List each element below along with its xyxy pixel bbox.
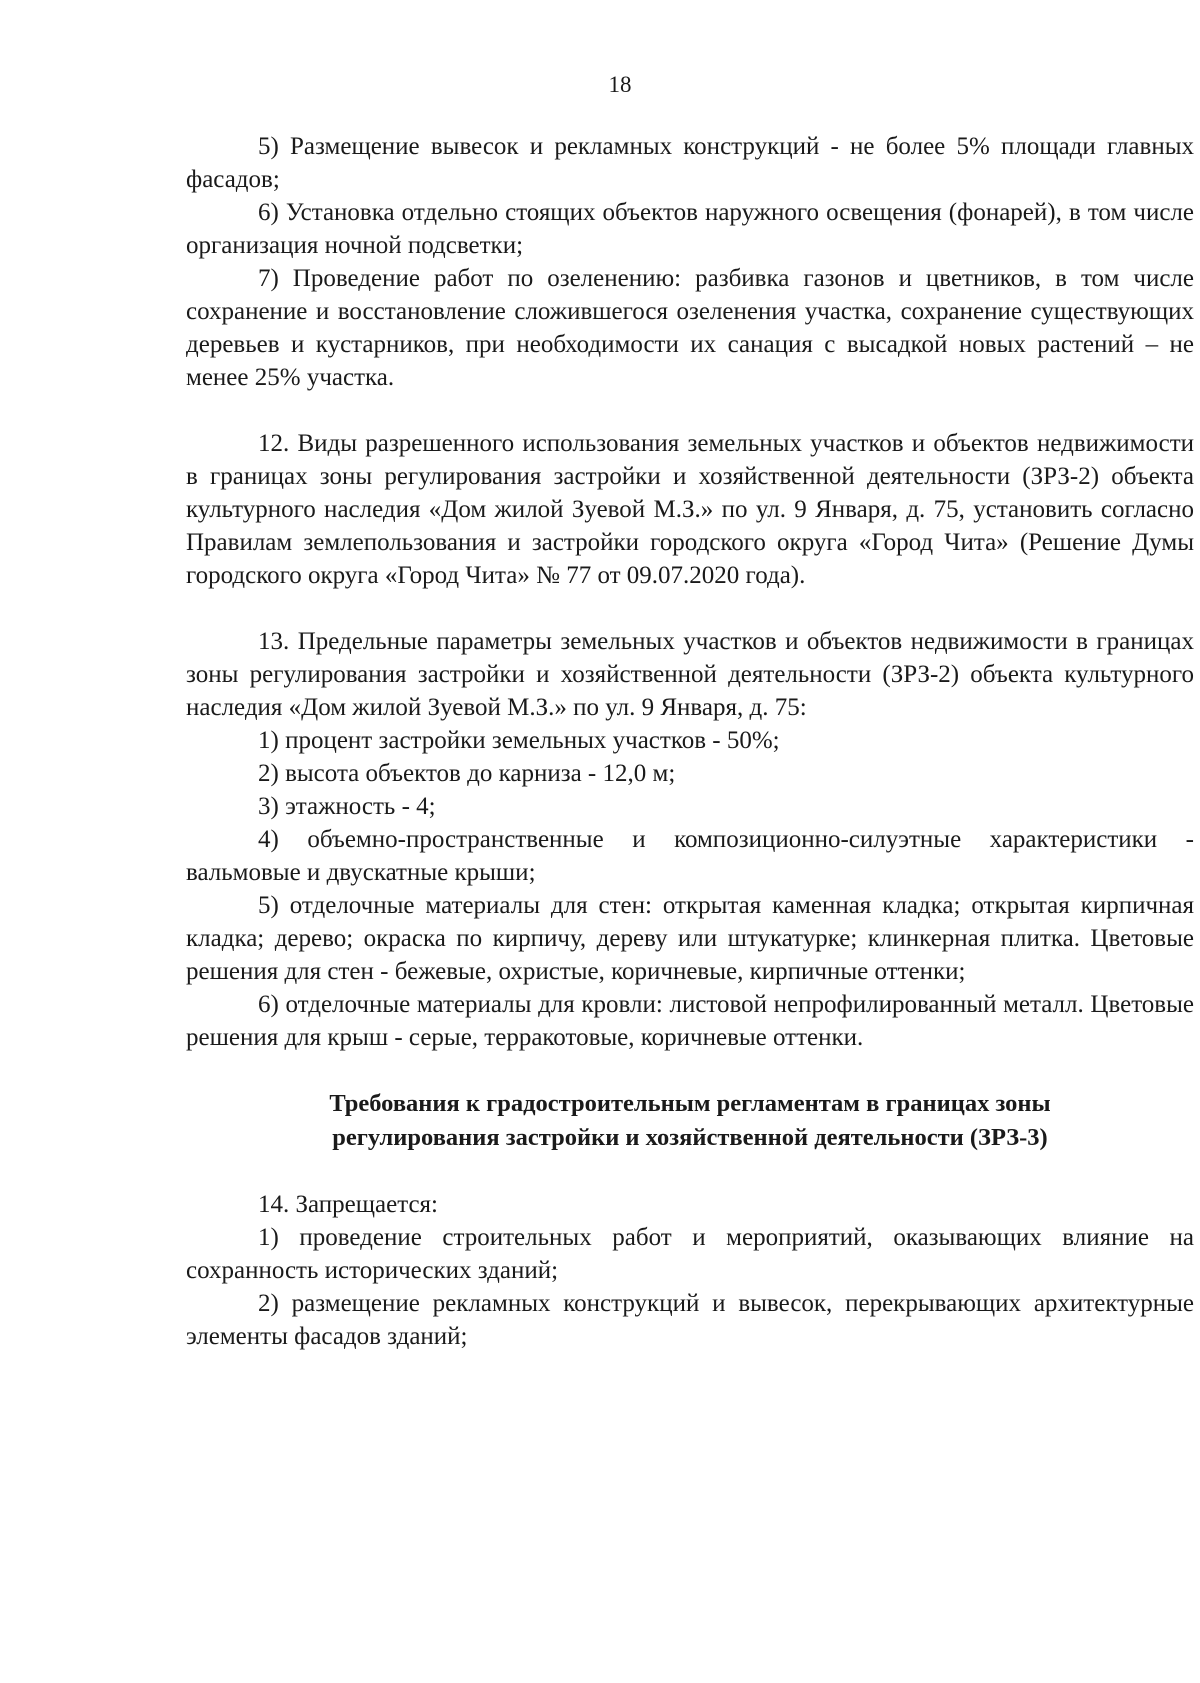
page-content <box>186 130 1194 1353</box>
section-13-item-3: 3) этажность - 4; <box>258 793 436 820</box>
section-heading-zrz3 <box>186 1087 1194 1155</box>
paragraph-item-6-lighting: 6) Установка отдельно стоящих объектов наружного освещения (фонарей), в том числе организация ночной подсветки; <box>186 199 1194 259</box>
heading-line-2: регулирования застройки и хозяйственной деятельности (ЗРЗ-3) <box>332 1124 1048 1151</box>
spacer <box>186 394 1194 427</box>
paragraph-item-5-signs: 5) Размещение вывесок и рекламных конструкций - не более 5% площади главных фасадов; <box>186 133 1194 193</box>
section-13-item-1: 1) процент застройки земельных участков - 50%; <box>258 727 780 754</box>
paragraph-section-12: 12. Виды разрешенного использования земельных участков и объектов недвижимости в границах зоны регулирования застройки и хозяйственной деятельности (ЗРЗ-2) объекта культурного наследия «Дом жилой Зуевой М.З.» по ул. 9 Января, д. 75, установить согласно Правилам землепользования и застройки городского округа «Город Чита» (Решение Думы городского округа «Город Чита» № 77 от 09.07.2020 года). <box>186 430 1194 589</box>
spacer <box>186 592 1194 625</box>
section-14-item-2: 2) размещение рекламных конструкций и вывесок, перекрывающих архитектурные элементы фасадов зданий; <box>186 1290 1194 1350</box>
page-number: 18 <box>608 72 632 97</box>
paragraph-section-13-intro: 13. Предельные параметры земельных участков и объектов недвижимости в границах зоны регулирования застройки и хозяйственной деятельности (ЗРЗ-2) объекта культурного наследия «Дом жилой Зуевой М.З.» по ул. 9 Января, д. 75: <box>186 628 1194 721</box>
section-13-item-5: 5) отделочные материалы для стен: открытая каменная кладка; открытая кирпичная кладка; дерево; окраска по кирпичу, дереву или штукатурке; клинкерная плитка. Цветовые решения для стен - бежевые, охристые, коричневые, кирпичные оттенки; <box>186 892 1194 985</box>
section-13-item-4: 4) объемно-пространственные и композиционно-силуэтные характеристики - вальмовые и двускатные крыши; <box>186 826 1194 886</box>
heading-line-1: Требования к градостроительным регламентам в границах зоны <box>329 1090 1051 1117</box>
section-14-item-1: 1) проведение строительных работ и мероприятий, оказывающих влияние на сохранность исторических зданий; <box>186 1224 1194 1284</box>
paragraph-item-7-landscaping: 7) Проведение работ по озеленению: разбивка газонов и цветников, в том числе сохранение и восстановление сложившегося озеленения участка, сохранение существующих деревьев и кустарников, при необходимости их санация с высадкой новых растений – не менее 25% участка. <box>186 265 1194 391</box>
section-13-item-6: 6) отделочные материалы для кровли: листовой непрофилированный металл. Цветовые решения для крыш - серые, терракотовые, коричневые оттенки. <box>186 991 1194 1051</box>
spacer <box>186 1054 1194 1087</box>
spacer <box>186 1155 1194 1188</box>
paragraph-section-14-intro: 14. Запрещается: <box>258 1191 438 1218</box>
section-13-item-2: 2) высота объектов до карниза - 12,0 м; <box>258 760 676 787</box>
